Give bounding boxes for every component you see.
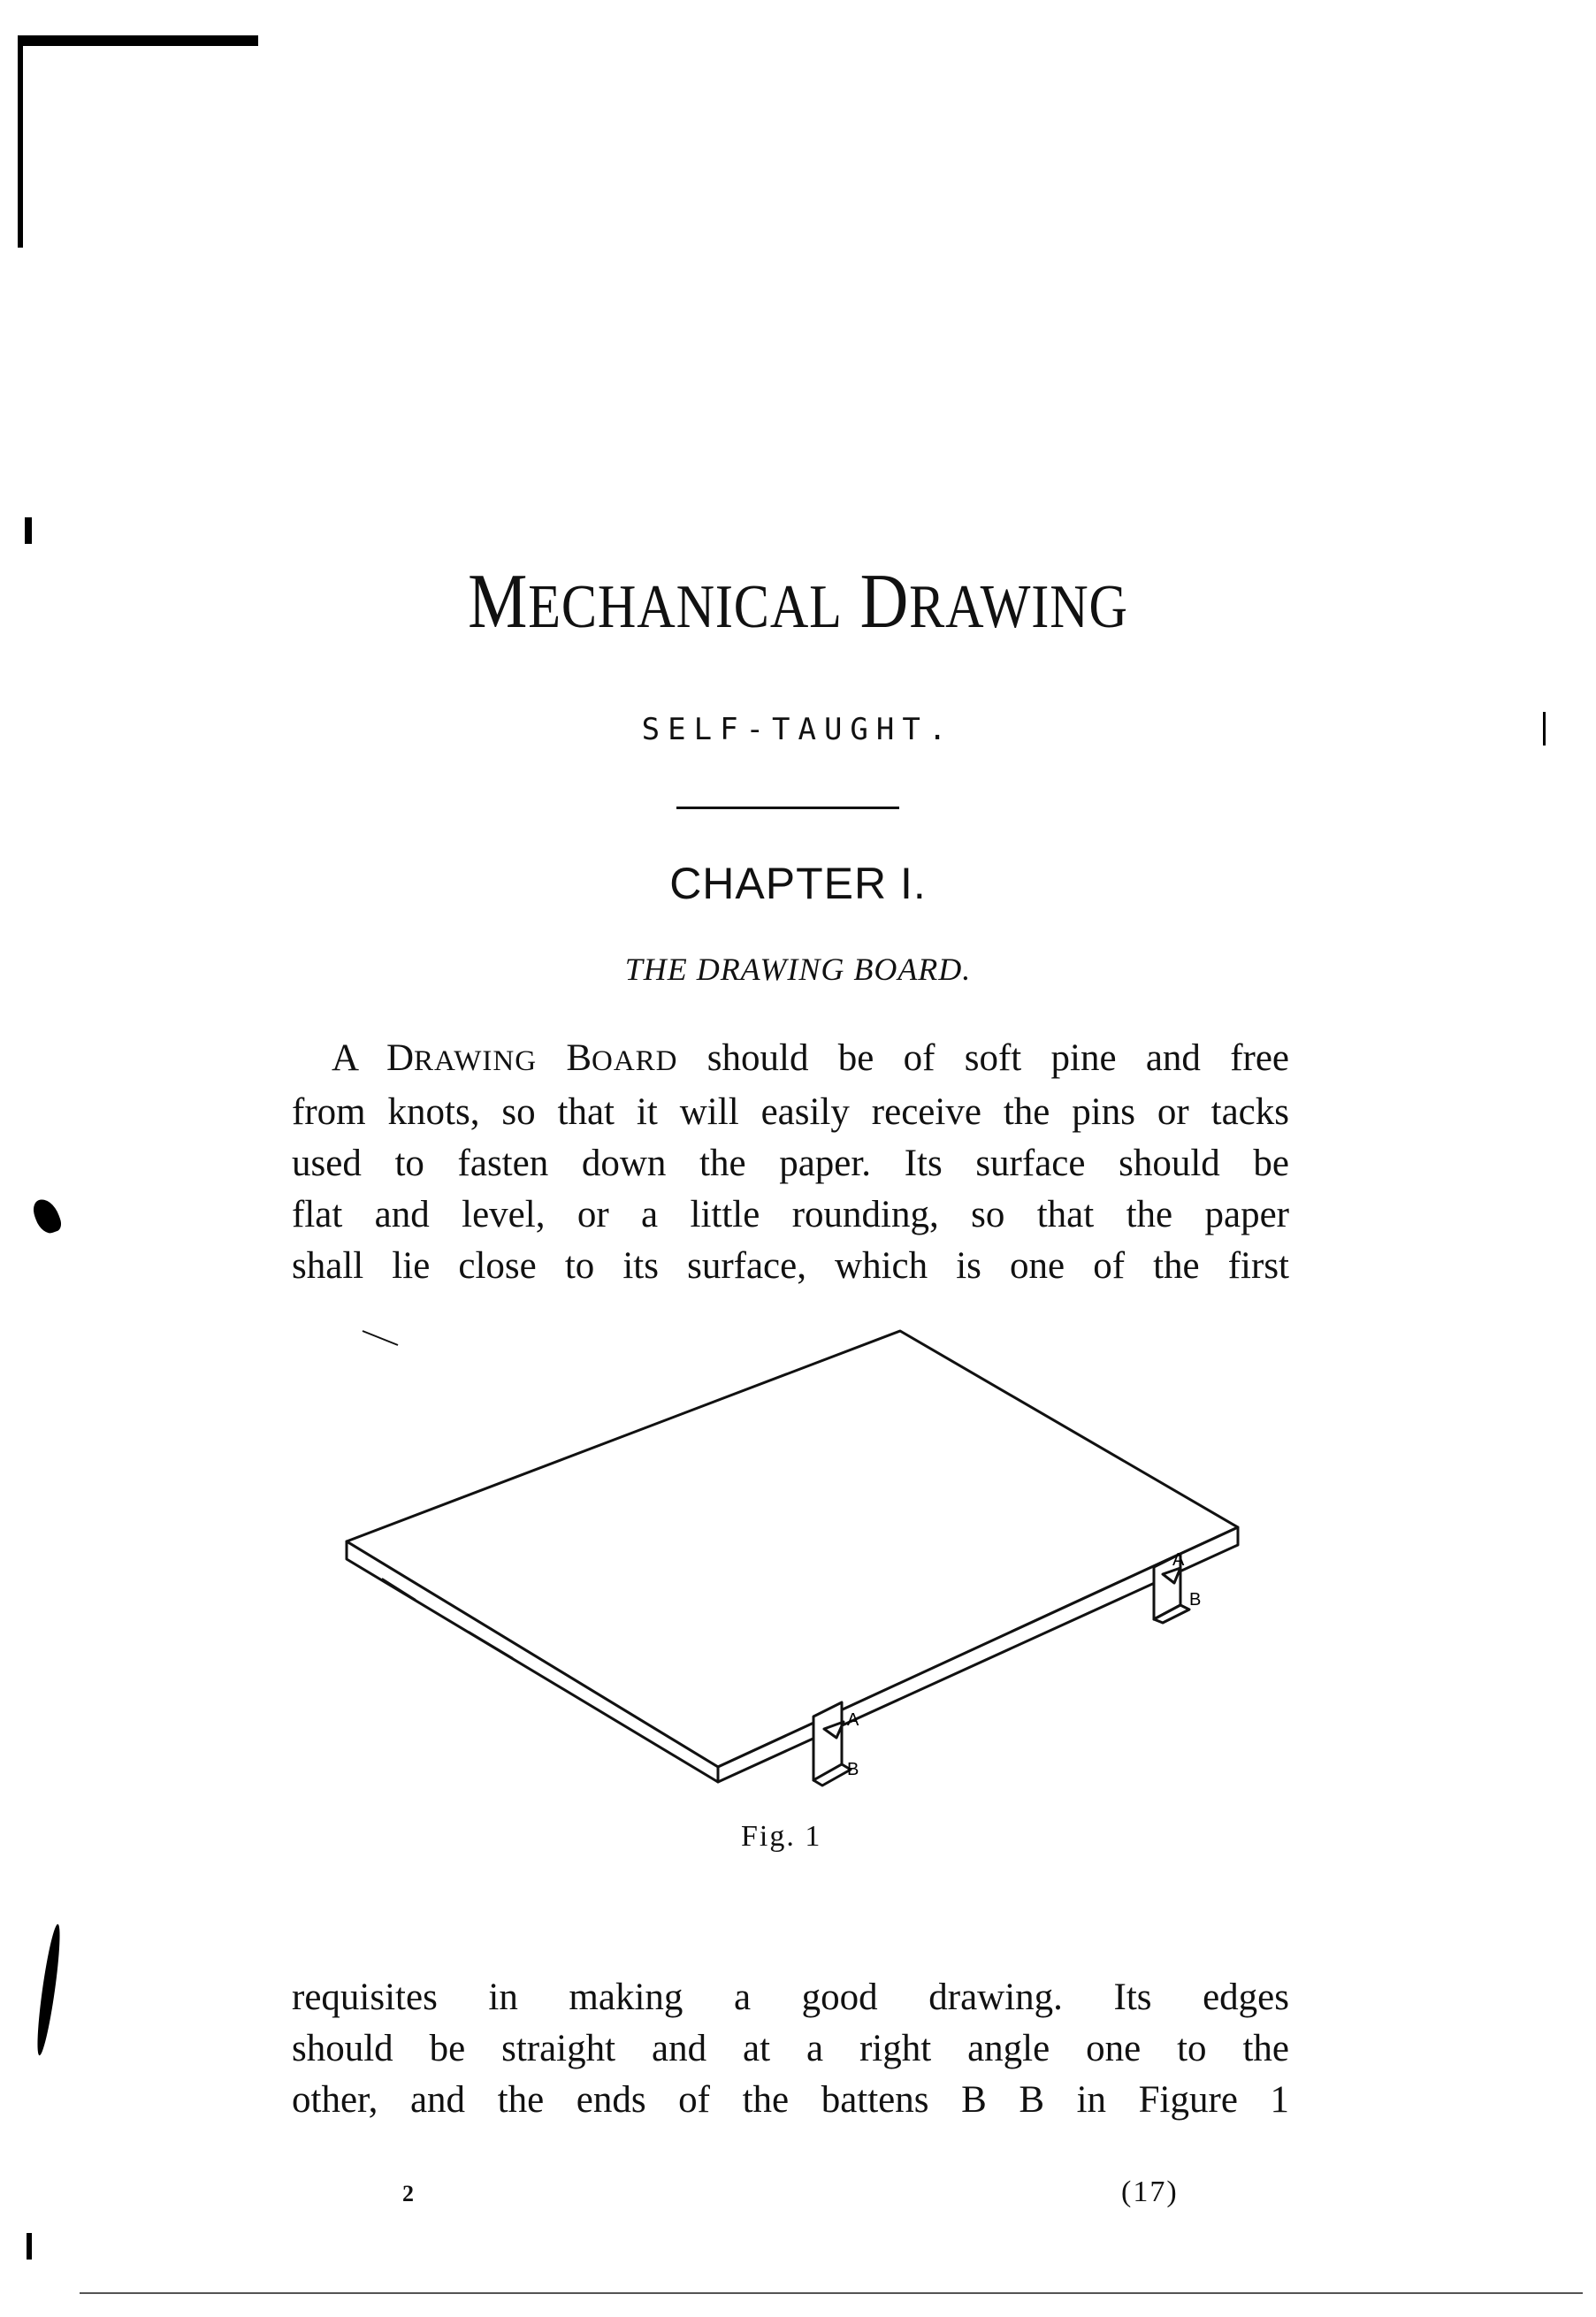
label-a-front: A — [847, 1710, 859, 1730]
chapter-heading: CHAPTER I. — [669, 859, 927, 908]
paragraph-line: should be straight and at a right angle one to the — [292, 2028, 1289, 2069]
ink-smudge — [25, 517, 32, 544]
figure-caption: Fig. 1 — [741, 1820, 822, 1853]
lead-word-board: BOARD — [566, 1037, 678, 1079]
lead-word-a: A — [332, 1037, 357, 1079]
ink-smudge — [30, 1196, 64, 1236]
paragraph-line: used to fasten down the paper. Its surface should be — [292, 1143, 1289, 1184]
scan-corner-mark-left — [18, 35, 23, 248]
title-second-initial: D — [859, 559, 910, 645]
signature-mark: 2 — [402, 2181, 414, 2206]
ink-smudge — [34, 1923, 65, 2056]
title-second-word: RAWING — [909, 573, 1128, 641]
paragraph-line: from knots, so that it will easily receive the pins or tacks — [292, 1091, 1289, 1133]
section-heading: THE DRAWING BOARD. — [624, 952, 972, 987]
board-top-face — [347, 1331, 1238, 1767]
paragraph-line: shall lie close to its surface, which is one of the first — [292, 1245, 1289, 1287]
label-b-back: B — [1189, 1590, 1202, 1610]
label-a-back: A — [1172, 1550, 1185, 1570]
scan-corner-mark-top — [18, 35, 258, 46]
lead-word-drawing: DRAWING — [386, 1037, 538, 1079]
paragraph-line: flat and level, or a little rounding, so that the paper — [292, 1194, 1289, 1235]
title-first-word: ECHANICAL — [528, 573, 843, 641]
page-subtitle: SELF-TAUGHT. — [641, 712, 955, 747]
stray-mark — [363, 1331, 398, 1345]
page-bottom-edge — [80, 2292, 1583, 2294]
paragraph-intro — [292, 1033, 1289, 1292]
line-text: should be of soft pine and free — [706, 1037, 1289, 1079]
drawing-board-figure — [336, 1313, 1256, 1826]
page-title — [111, 557, 1484, 646]
paragraph-line: other, and the ends of the battens B B in Figure 1 — [292, 2079, 1289, 2121]
paragraph-line — [292, 1033, 1289, 1087]
paragraph-line: requisites in making a good drawing. Its edges — [292, 1977, 1289, 2018]
title-first-initial: M — [468, 559, 529, 645]
paragraph-continuation — [292, 1972, 1289, 2126]
title-divider — [676, 807, 899, 809]
ink-smudge — [27, 2233, 32, 2260]
label-b-front: B — [847, 1760, 859, 1779]
page-number: (17) — [1121, 2176, 1179, 2208]
